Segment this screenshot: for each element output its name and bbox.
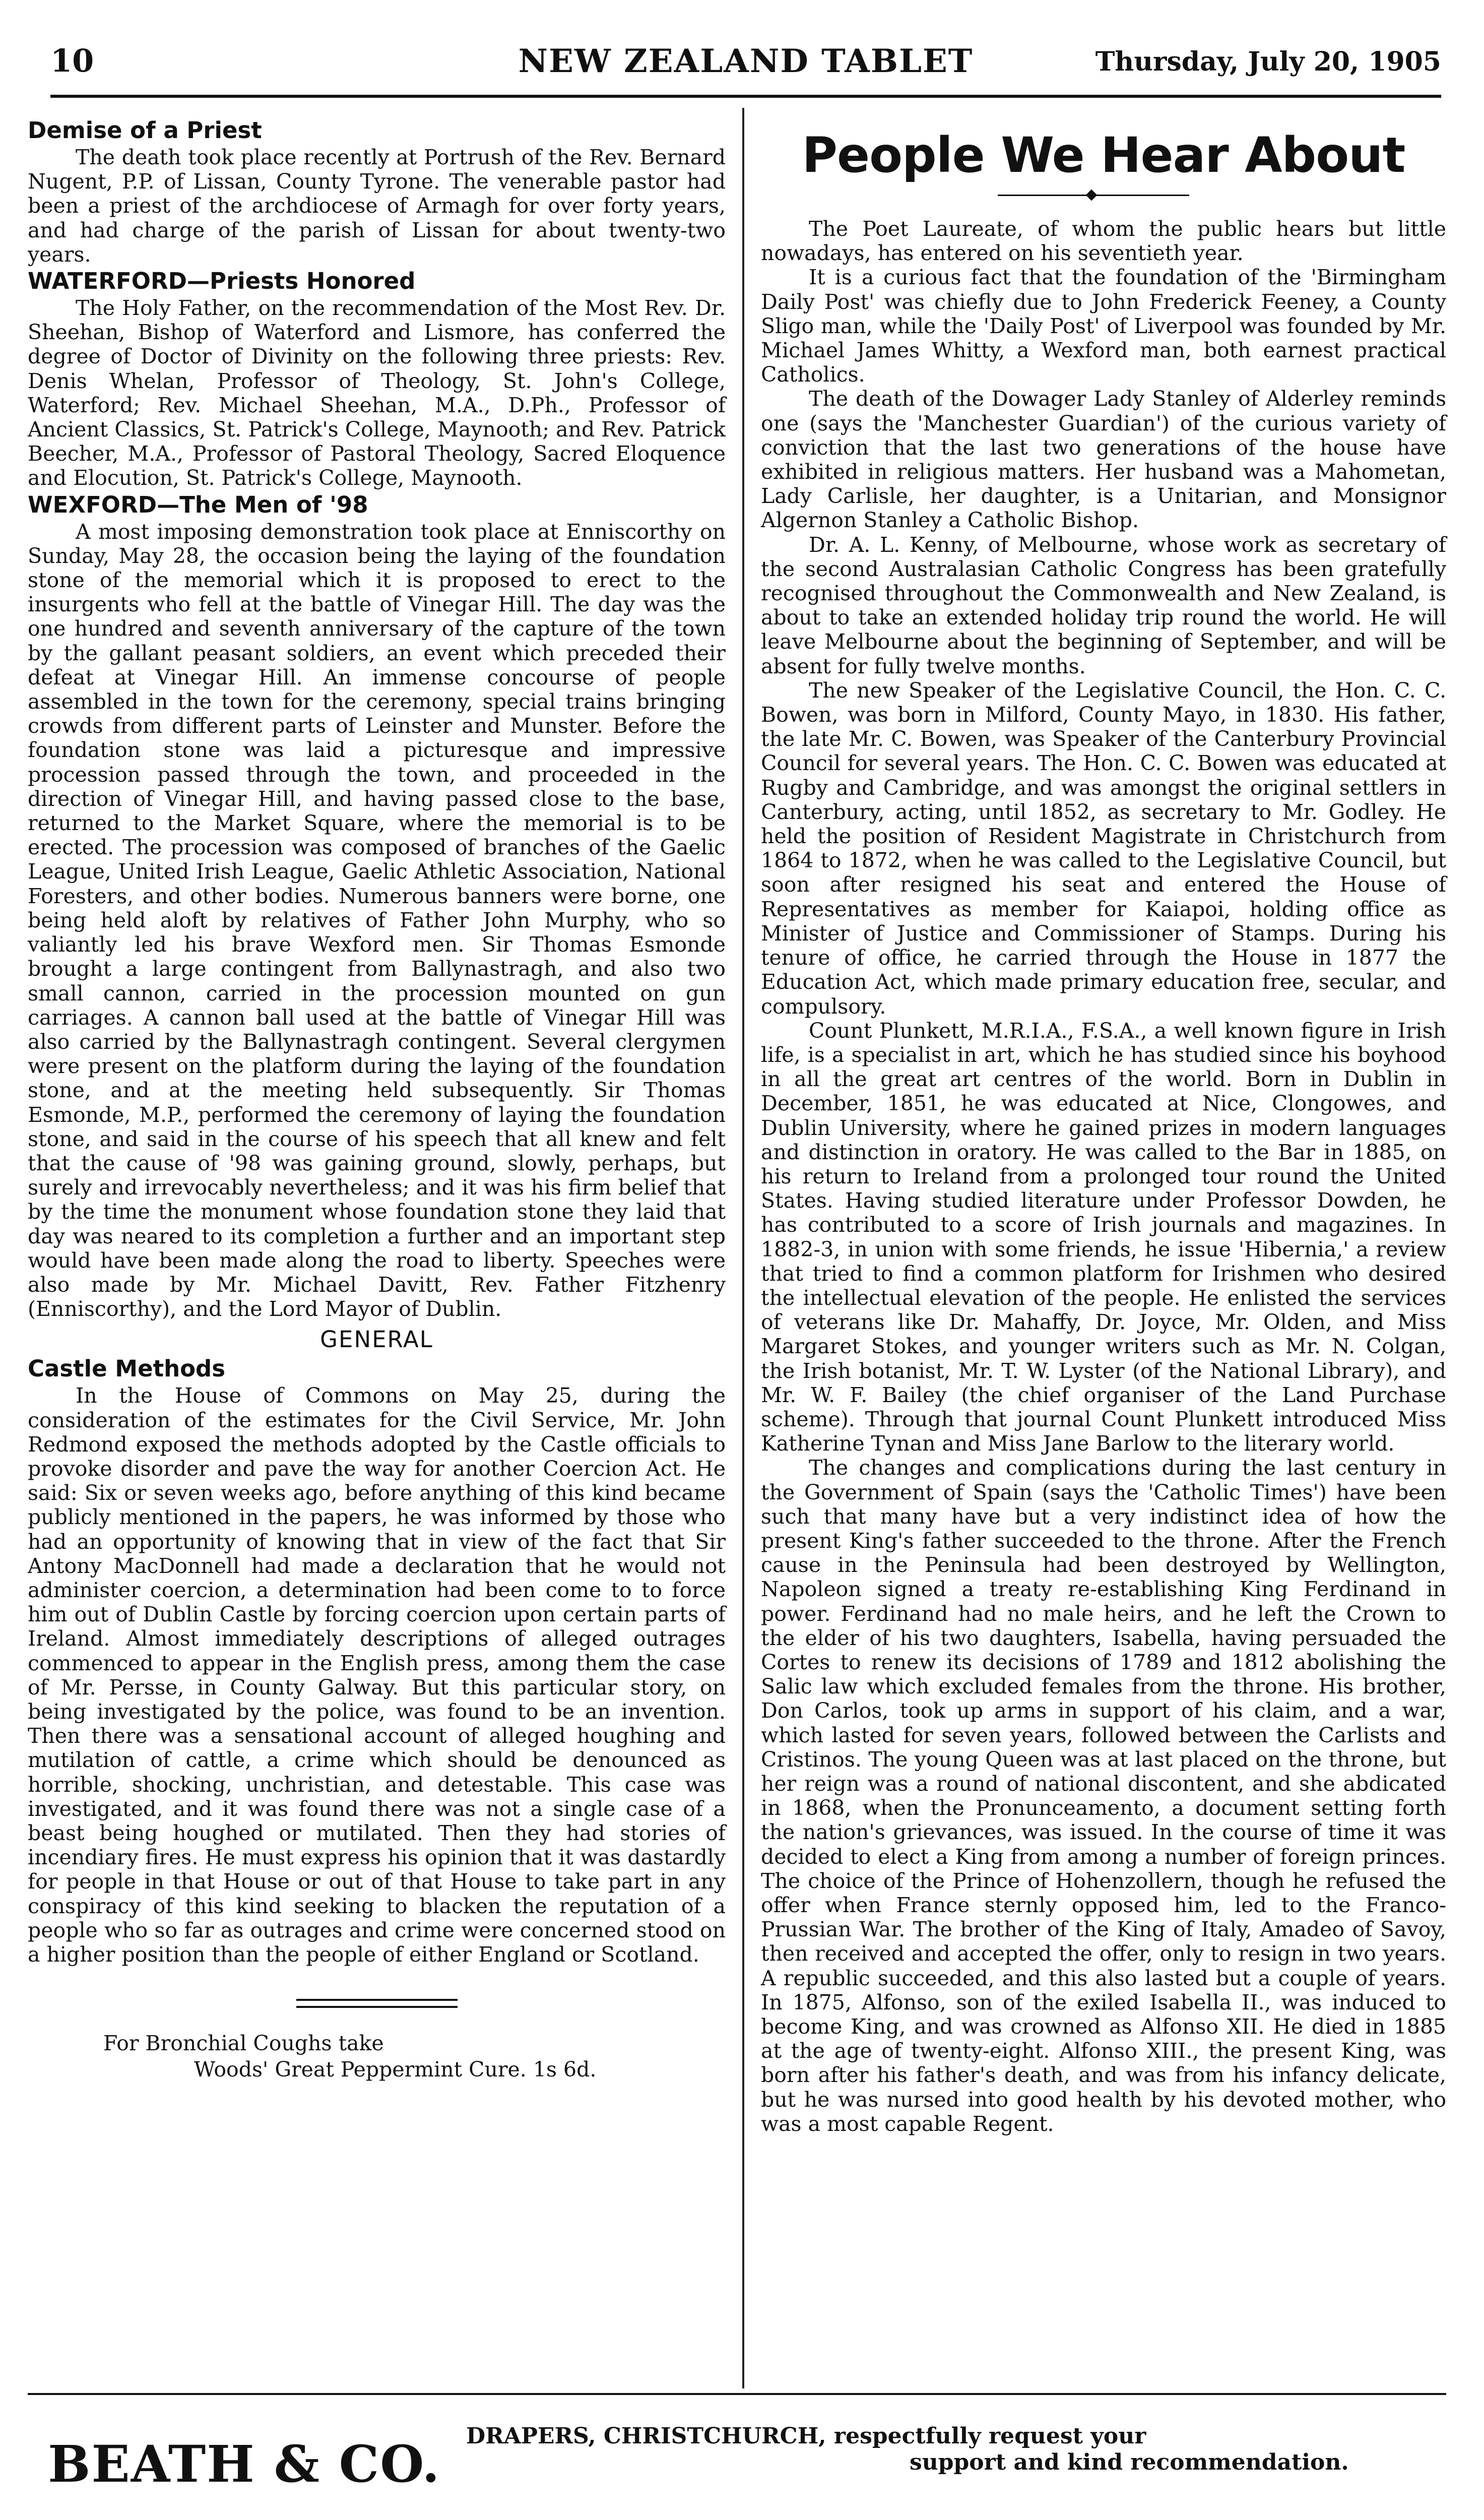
advertisement-line-1: For Bronchial Coughs take (103, 2031, 384, 2056)
article-castle-methods: In the House of Commons on May 25, during the consideration of the estimates for the Civil Service, Mr. John Redmond exposed the methods adopted by the Castle officials to provoke disorder and pave the way for another Coercion Act. He said: Six or seven weeks ago, before anything of this kind became publicly mentioned in the papers, he was informed by those who had an opportunity of knowing that in view of the fact that Sir Antony MacDonnell had made a declaration that he would not administer coercion, a determination had been come to to force him out of Dublin Castle by forcing coercion upon certain parts of Ireland. Almost immediately descriptions of alleged outrages commenced to appear in the English press, among them the case of Mr. Persse, in County Galway. But this particular story, on being investigated by the police, was found to be an invention. Then there was a sensational account of alleged houghing and mutilation of cattle, a crime which should be denounced as horrible, shocking, unchristian, and detestable. This case was investigated, and it was found there was not a single case of a beast being houghed or mutilated. Then they had stories of incendiary fires. He must express his opinion that it was dastardly for people in that House or out of that House to take part in any conspiracy of this kind seeking to blacken the reputation of a people who so far as outrages and crime were concerned stood on a higher position than the people of either England or Scotland. (28, 1383, 726, 1967)
left-column (28, 116, 726, 2083)
column-divider (742, 108, 744, 2388)
heading-castle-methods: Castle Methods (28, 1355, 226, 1382)
item-lady-stanley: The death of the Dowager Lady Stanley of Alderley reminds one (says the 'Manchester Guardian') of the curious variety of conviction that the last two generations of the house have exhibited in religious matters. Her husband was a Mahometan, Lady Carlisle, her daughter, is a Unitarian, and Monsignor Algernon Stanley a Catholic Bishop. (761, 387, 1446, 533)
double-rule-divider (296, 1999, 458, 2008)
newspaper-title: NEW ZEALAND TABLET (518, 42, 974, 80)
advertisement-slogan-line-2: support and kind recommendation. (910, 2449, 1349, 2475)
advertiser-name: BEATH & CO. (48, 2434, 441, 2494)
masthead (50, 42, 1441, 98)
advertisement-line-2: Woods' Great Peppermint Cure. 1s 6d. (194, 2057, 597, 2082)
column-title: People We Hear About (802, 127, 1405, 183)
page-number: 10 (50, 42, 94, 79)
heading-waterford: WATERFORD—Priests Honored (28, 268, 416, 295)
advertisement-note (28, 2030, 726, 2083)
article-wexford: A most imposing demonstration took place at Enniscorthy on Sunday, May 28, the occasion being the laying of the foundation stone of the memorial which it is proposed to erect to the insurgents who fell at the battle of Vinegar Hill. The day was the one hundred and seventh anniversary of the capture of the town by the gallant peasant soldiers, an event which preceded their defeat at Vinegar Hill. An immense concourse of people assembled in the town for the ceremony, special trains bringing crowds from different parts of Leinster and Munster. Before the foundation stone was laid a picturesque and impressive procession passed through the town, and proceeded in the direction of Vinegar Hill, and having passed close to the base, returned to the Market Square, where the memorial is to be erected. The procession was composed of branches of the Gaelic League, United Irish League, Gaelic Athletic Association, National Foresters, and other bodies. Numerous banners were borne, one being held aloft by relatives of Father John Murphy, who so valiantly led his brave Wexford men. Sir Thomas Esmonde brought a large contingent from Ballynastragh, and also two small cannon, carried in the procession mounted on gun carriages. A cannon ball used at the battle of Vinegar Hill was also carried by the Ballynastragh contingent. Several clergymen were present on the platform during the laying of the foundation stone, and at the meeting held subsequently. Sir Thomas Esmonde, M.P., performed the ceremony of laying the foundation stone, and said in the course of his speech that all knew and felt that the cause of '98 was gaining ground, slowly, perhaps, but surely and irrevocably nevertheless; and it was his firm belief that by the time the monument whose foundation stone they laid that day was neared to its completion a further and an important step would have been made along the road to liberty. Speeches were also made by Mr. Michael Davitt, Rev. Father Fitzhenry (Enniscorthy), and the Lord Mayor of Dublin. (28, 519, 726, 1321)
article-waterford: The Holy Father, on the recommendation of the Most Rev. Dr. Sheehan, Bishop of Waterford and Lismore, has conferred the degree of Doctor of Divinity on the following three priests: Rev. Denis Whelan, Professor of Theology, St. John's College, Waterford; Rev. Michael Sheehan, M.A., D.Ph., Professor of Ancient Classics, St. Patrick's College, Maynooth; and Rev. Patrick Beecher, M.A., Professor of Pastoral Theology, Sacred Eloquence and Elocution, St. Patrick's College, Maynooth. (28, 296, 726, 490)
footer-rule (28, 2393, 1446, 2395)
issue-date: Thursday, July 20, 1905 (1095, 46, 1441, 77)
right-column (761, 116, 1446, 2136)
diamond-icon (1086, 190, 1098, 201)
item-spain-government: The changes and complications during the last century in the Government of Spain (says the 'Catholic Times') have been such that many have but a very indistinct idea of how the present King's father succeeded to the throne. After the French cause in the Peninsula had been destroyed by Wellington, Napoleon signed a treaty re-establishing King Ferdinand in power. Ferdinand had no male heirs, and he left the Crown to the elder of his two daughters, Isabella, having persuaded the Cortes to renew its decisions of 1789 and 1812 abolishing the Salic law which excluded females from the throne. His brother, Don Carlos, took up arms in support of his claim, and a war, which lasted for seven years, followed between the Carlists and Cristinos. The young Queen was at last placed on the throne, but her reign was a round of national discontent, and she abdicated in 1868, when the Pronunceamento, a document setting forth the nation's grievances, was issued. In the course of time it was decided to elect a King from among a number of foreign princes. The choice of the Prince of Hohenzollern, though he refused the offer when France sternly opposed him, led to the Franco-Prussian War. The brother of the King of Italy, Amadeo of Savoy, then received and accepted the offer, only to resign in two years. A republic succeeded, and this also lasted but a couple of years. In 1875, Alfonso, son of the exiled Isabella II., was induced to become King, and was crowned as Alfonso XII. He died in 1885 at the age of twenty-eight. Alfonso XIII., the present King, was born after his father's death, and was from his infancy delicate, but he was nursed into good health by his devoted mother, who was a most capable Regent. (761, 1456, 1446, 2136)
footer-advertisement (48, 2419, 1449, 2500)
article-demise-of-a-priest: The death took place recently at Portrush of the Rev. Bernard Nugent, P.P. of Lissan, County Tyrone. The venerable pastor had been a priest of the archdiocese of Armagh for over forty years, and had charge of the parish of Lissan for about twenty-two years. (28, 145, 726, 267)
section-heading-general: GENERAL (320, 1326, 433, 1353)
advertisement-slogan-line-1: DRAPERS, CHRISTCHURCH, respectfully request your (466, 2423, 1146, 2449)
item-birmingham-daily-post: It is a curious fact that the foundation of the 'Birmingham Daily Post' was chiefly due to John Frederick Feeney, a County Sligo man, while the 'Daily Post' of Liverpool was founded by Mr. Michael James Whitty, a Wexford man, both earnest practical Catholics. (761, 265, 1446, 387)
title-ornament (761, 185, 1446, 206)
masthead-rule (50, 95, 1441, 98)
item-dr-kenny: Dr. A. L. Kenny, of Melbourne, whose work as secretary of the second Australasian Catholic Congress has been gratefully recognised throughout the Commonwealth and New Zealand, is about to take an extended holiday trip round the world. He will leave Melbourne about the beginning of September, and will be absent for fully twelve months. (761, 532, 1446, 678)
item-speaker-bowen: The new Speaker of the Legislative Council, the Hon. C. C. Bowen, was born in Milford, County Mayo, in 1830. His father, the late Mr. C. Bowen, was Speaker of the Canterbury Provincial Council for several years. The Hon. C. C. Bowen was educated at Rugby and Cambridge, and was amongst the original settlers in Canterbury, acting, until 1852, as secretary to Mr. Godley. He held the position of Resident Magistrate in Christchurch from 1864 to 1872, when he was called to the Legislative Council, but soon after resigned his seat and entered the House of Representatives as member for Kaiapoi, holding office as Minister of Justice and Commissioner of Stamps. During his tenure of office, he carried through the House in 1877 the Education Act, which made primary education free, secular, and compulsory. (761, 678, 1446, 1019)
item-poet-laureate: The Poet Laureate, of whom the public hears but little nowadays, has entered on his seventieth year. (761, 217, 1446, 266)
item-count-plunkett: Count Plunkett, M.R.I.A., F.S.A., a well known figure in Irish life, is a specialist in art, which he has studied since his boyhood in all the great art centres of the world. Born in Dublin in December, 1851, he was educated at Nice, Clongowes, and Dublin University, where he gained prizes in modern languages and distinction in oratory. He was called to the Bar in 1885, on his return to Ireland from a prolonged tour round the United States. Having studied literature under Professor Dowden, he has contributed to a score of Irish journals and magazines. In 1882-3, in union with some friends, he issue 'Hibernia,' a review that tried to find a common platform for Irishmen who desired the intellectual elevation of the people. He enlisted the services of veterans like Dr. Mahaffy, Dr. Joyce, Mr. Olden, and Miss Margaret Stokes, and younger writers such as Mr. N. Colgan, the Irish botanist, Mr. T. W. Lyster (of the National Library), and Mr. W. F. Bailey (the chief organiser of the Land Purchase scheme). Through that journal Count Plunkett introduced Miss Katherine Tynan and Miss Jane Barlow to the literary world. (761, 1018, 1446, 1456)
heading-wexford: WEXFORD—The Men of '98 (28, 491, 368, 518)
heading-demise-of-a-priest: Demise of a Priest (28, 117, 262, 144)
